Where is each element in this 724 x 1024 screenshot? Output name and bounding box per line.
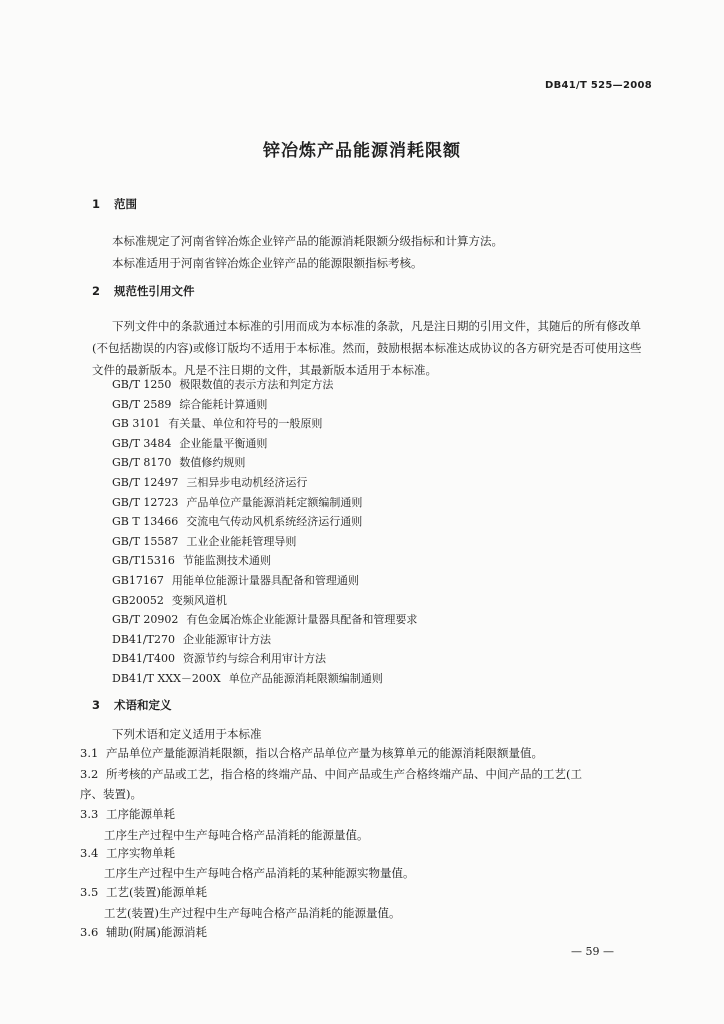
reference-item: GB/T 20902 有色金属冶炼企业能源计量器具配备和管理要求 [112,613,418,627]
section-2-intro: 下列文件中的条款通过本标准的引用而成为本标准的条款，凡是注日期的引用文件，其随后的所有修改单(不包括勘误的内容)或修订版均不适用于本标准。然而，鼓励根据本标准达成协议的各方研究是否可使用这些文件的最新版本。凡是不注日期的文件，其最新版本适用于本标准。 [92,319,642,377]
reference-list [112,375,417,689]
section-3-intro: 下列术语和定义适用于本标准 [112,727,262,741]
page-number: — 59 — [571,945,614,958]
reference-item: GB T 13466 交流电气传动风机系统经济运行通则 [112,515,363,529]
term-3-5-body: 工艺(装置)生产过程中生产每吨合格产品消耗的能源量值。 [104,906,401,920]
reference-item: DB41/T XXX－200X 单位产品能源消耗限额编制通则 [112,671,383,685]
reference-item: GB 3101 有关量、单位和符号的一般原则 [112,417,323,431]
section-1-paragraph-1: 本标准规定了河南省锌冶炼企业锌产品的能源消耗限额分级指标和计算方法。 [112,234,503,248]
term-3-4-body: 工序生产过程中生产每吨合格产品消耗的某种能源实物量值。 [104,866,415,880]
term-3-2-line-2: 序、装置)。 [80,787,142,801]
section-2-number: 2 [92,284,101,298]
term-3-1: 3.1 产品单位产量能源消耗限额，指以合格产品单位产量为核算单元的能源消耗限额量值。 [80,746,543,760]
term-3-4-heading: 3.4 工序实物单耗 [80,846,175,860]
reference-item: GB/T15316 节能监测技术通则 [112,554,271,568]
section-3-number: 3 [92,698,101,712]
section-1-title: 范围 [114,197,137,211]
reference-item: GB/T 8170 数值修约规则 [112,456,246,470]
section-2-title: 规范性引用文件 [114,284,195,298]
term-3-6-heading: 3.6 辅助(附属)能源消耗 [80,925,207,939]
section-1-paragraph-2: 本标准适用于河南省锌冶炼企业锌产品的能源限额指标考核。 [112,256,423,270]
document-code: DB41/T 525—2008 [545,80,652,91]
reference-item: GB/T 3484 企业能量平衡通则 [112,436,268,450]
reference-item: DB41/T270 企业能源审计方法 [112,632,271,646]
reference-item: GB20052 变频风道机 [112,593,227,607]
term-3-2-line-1: 3.2 所考核的产品或工艺，指合格的终端产品、中间产品或生产合格终端产品、中间产品的工艺(工 [80,767,582,781]
document-title: 锌冶炼产品能源消耗限额 [263,141,461,161]
reference-item: GB/T 1250 极限数值的表示方法和判定方法 [112,378,334,391]
term-3-3-body: 工序生产过程中生产每吨合格产品消耗的能源量值。 [104,828,369,842]
term-3-3-heading: 3.3 工序能源单耗 [80,807,175,821]
reference-item: GB17167 用能单位能源计量器具配备和管理通则 [112,573,359,587]
reference-item: GB/T 15587 工业企业能耗管理导则 [112,534,297,548]
term-3-5-heading: 3.5 工艺(装置)能源单耗 [80,885,207,899]
reference-item: GB/T 12497 三相异步电动机经济运行 [112,475,308,489]
section-1-number: 1 [92,197,101,211]
section-3-heading [92,697,172,713]
reference-item: GB/T 2589 综合能耗计算通则 [112,397,268,411]
reference-item: DB41/T400 资源节约与综合利用审计方法 [112,652,326,666]
section-3-title: 术语和定义 [114,698,172,712]
section-2-heading [92,283,195,299]
reference-item: GB/T 12723 产品单位产量能源消耗定额编制通则 [112,495,363,509]
section-1-heading [92,196,137,212]
